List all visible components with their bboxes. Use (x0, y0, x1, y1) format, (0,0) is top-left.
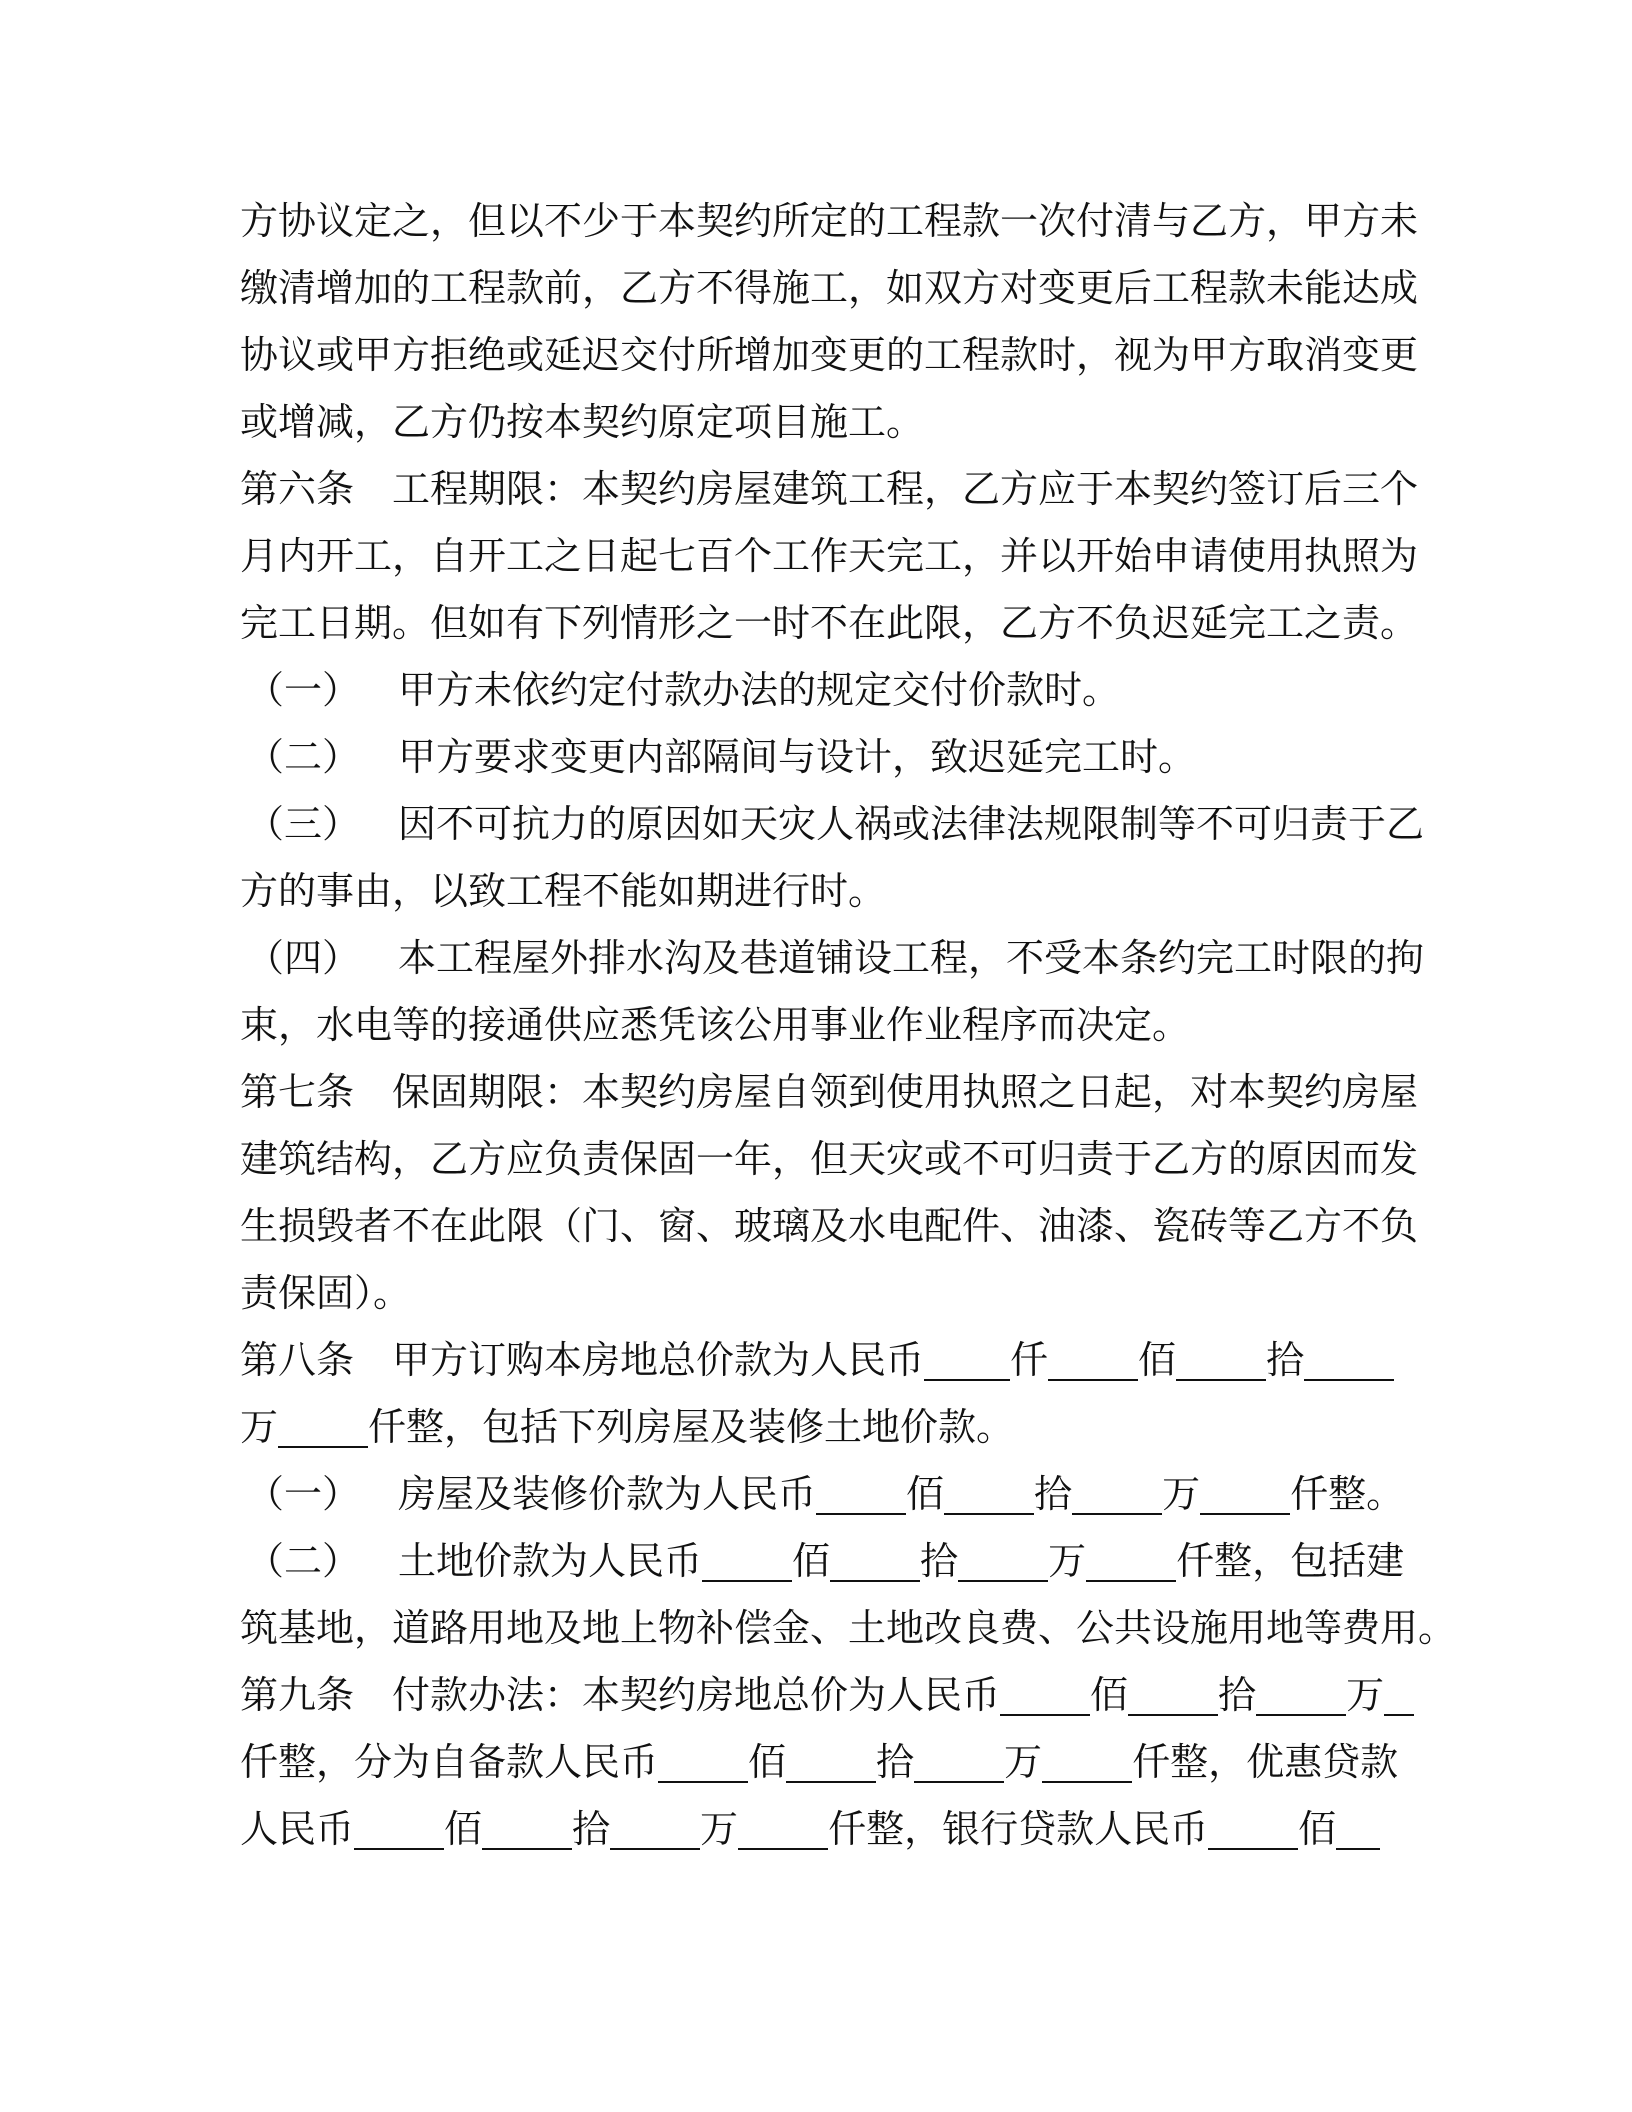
blank-field[interactable] (1048, 1339, 1138, 1381)
article-9-heading (240, 1662, 1390, 1729)
blank-field[interactable] (278, 1406, 368, 1448)
unit-text: 佰 (748, 1740, 787, 1784)
blank-field[interactable] (738, 1808, 828, 1850)
line-text: 保固期限：本契约房屋自领到使用执照之日起，对本契约房屋 (392, 1070, 1419, 1114)
text-line (240, 1394, 1390, 1461)
unit-text: 拾 (876, 1740, 915, 1784)
article-label: 第六条 (240, 467, 355, 511)
line-text: 或增减，乙方仍按本契约原定项目施工。 (240, 400, 925, 444)
line-text: 生损毁者不在此限（门、窗、玻璃及水电配件、油漆、瓷砖等乙方不负 (240, 1204, 1419, 1248)
item-label: （四） (246, 936, 361, 980)
text-line (240, 389, 1390, 456)
blank-field[interactable] (1176, 1339, 1266, 1381)
line-text: 本工程屋外排水沟及巷道铺设工程，不受本条约完工时限的拘 (398, 936, 1425, 980)
contract-text (240, 188, 1457, 1863)
article-label: 第九条 (240, 1673, 355, 1717)
unit-text: 万 (1004, 1740, 1043, 1784)
unit-text: 拾 (1034, 1472, 1073, 1516)
blank-field[interactable] (1042, 1741, 1132, 1783)
unit-text: 万 (700, 1807, 739, 1851)
blank-field[interactable] (786, 1741, 876, 1783)
article-7-heading (240, 1059, 1419, 1126)
text-line (240, 1729, 1399, 1796)
list-item (240, 1528, 1405, 1595)
blank-field[interactable] (1256, 1674, 1346, 1716)
line-text: 协议或甲方拒绝或延迟交付所增加变更的工程款时，视为甲方取消变更 (240, 333, 1419, 377)
blank-field[interactable] (830, 1540, 920, 1582)
line-text: 月内开工，自开工之日起七百个工作天完工，并以开始申请使用执照为 (240, 534, 1419, 578)
blank-field[interactable] (914, 1741, 1004, 1783)
unit-text: 佰 (1298, 1807, 1337, 1851)
blank-field[interactable] (924, 1339, 1010, 1381)
line-text: 仟整，银行贷款人民币 (828, 1807, 1209, 1851)
line-text: 仟整，优惠贷款 (1132, 1740, 1399, 1784)
text-line (240, 1260, 1390, 1327)
line-text: 束，水电等的接通供应悉凭该公用事业作业程序而决定。 (240, 1003, 1191, 1047)
line-text: 甲方订购本房地总价款为人民币 (392, 1338, 925, 1382)
line-text: 因不可抗力的原因如天灾人祸或法律法规限制等不可归责于乙 (398, 802, 1425, 846)
blank-field[interactable] (354, 1808, 444, 1850)
list-item (240, 1461, 1405, 1528)
article-label: 第八条 (240, 1338, 355, 1382)
line-text: 仟整，分为自备款人民币 (240, 1740, 659, 1784)
unit-text: 拾 (1218, 1673, 1257, 1717)
blank-field[interactable] (702, 1540, 792, 1582)
article-6-heading (240, 456, 1419, 523)
line-text: 仟整，包括下列房屋及装修土地价款。 (368, 1405, 1015, 1449)
line-text: 土地价款为人民币 (398, 1539, 703, 1583)
blank-field[interactable] (944, 1473, 1034, 1515)
blank-field[interactable] (610, 1808, 700, 1850)
blank-field[interactable] (1304, 1339, 1394, 1381)
unit-text: 万 (240, 1405, 279, 1449)
text-line (240, 1193, 1419, 1260)
unit-text: 拾 (1266, 1338, 1305, 1382)
unit-text: 佰 (1138, 1338, 1177, 1382)
list-item (240, 791, 1425, 858)
item-label: （一） (246, 668, 361, 712)
list-item (240, 657, 1390, 724)
unit-text: 佰 (792, 1539, 831, 1583)
unit-text: 拾 (920, 1539, 959, 1583)
blank-field[interactable] (1336, 1808, 1380, 1850)
line-text: 房屋及装修价款为人民币 (398, 1472, 817, 1516)
line-text: 方的事由，以致工程不能如期进行时。 (240, 869, 887, 913)
blank-field[interactable] (658, 1741, 748, 1783)
blank-field[interactable] (1384, 1674, 1414, 1716)
unit-text: 仟整，包括建 (1176, 1539, 1405, 1583)
unit-text: 佰 (444, 1807, 483, 1851)
text-line (240, 590, 1419, 657)
blank-field[interactable] (1208, 1808, 1298, 1850)
article-label: 第七条 (240, 1070, 355, 1114)
blank-field[interactable] (1200, 1473, 1290, 1515)
unit-text: 万 (1048, 1539, 1087, 1583)
blank-field[interactable] (1072, 1473, 1162, 1515)
text-line (240, 1796, 1390, 1863)
unit-text: 佰 (906, 1472, 945, 1516)
line-text: 付款办法：本契约房地总价为人民币 (392, 1673, 1001, 1717)
line-text: 工程期限：本契约房屋建筑工程，乙方应于本契约签订后三个 (392, 467, 1419, 511)
line-text: 甲方未依约定付款办法的规定交付价款时。 (398, 668, 1121, 712)
unit-text: 拾 (572, 1807, 611, 1851)
text-line (240, 992, 1390, 1059)
blank-field[interactable] (958, 1540, 1048, 1582)
unit-text: 万 (1162, 1472, 1201, 1516)
list-item (240, 724, 1390, 791)
unit-text: 仟 (1010, 1338, 1049, 1382)
text-line (240, 322, 1419, 389)
line-text: 甲方要求变更内部隔间与设计，致迟延完工时。 (398, 735, 1197, 779)
item-label: （二） (246, 735, 361, 779)
item-label: （三） (246, 802, 361, 846)
list-item (240, 925, 1425, 992)
text-line (240, 1595, 1457, 1662)
text-line (240, 1126, 1419, 1193)
blank-field[interactable] (1086, 1540, 1176, 1582)
item-label: （一） (246, 1472, 361, 1516)
text-line (240, 523, 1419, 590)
unit-text: 万 (1346, 1673, 1385, 1717)
item-label: （二） (246, 1539, 361, 1583)
blank-field[interactable] (1128, 1674, 1218, 1716)
unit-text: 佰 (1090, 1673, 1129, 1717)
article-8-heading (240, 1327, 1390, 1394)
blank-field[interactable] (816, 1473, 906, 1515)
blank-field[interactable] (1000, 1674, 1090, 1716)
line-text: 完工日期。但如有下列情形之一时不在此限，乙方不负迟延完工之责。 (240, 601, 1419, 645)
line-text: 建筑结构，乙方应负责保固一年，但天灾或不可归责于乙方的原因而发 (240, 1137, 1419, 1181)
text-line (240, 188, 1419, 255)
line-text: 人民币 (240, 1807, 355, 1851)
line-text: 方协议定之，但以不少于本契约所定的工程款一次付清与乙方，甲方未 (240, 199, 1419, 243)
line-text: 缴清增加的工程款前，乙方不得施工，如双方对变更后工程款未能达成 (240, 266, 1419, 310)
text-line (240, 255, 1419, 322)
line-text: 责保固）。 (240, 1271, 412, 1315)
text-line (240, 858, 1390, 925)
unit-text: 仟整。 (1290, 1472, 1405, 1516)
line-text: 筑基地，道路用地及地上物补偿金、土地改良费、公共设施用地等费用。 (240, 1606, 1457, 1650)
blank-field[interactable] (482, 1808, 572, 1850)
